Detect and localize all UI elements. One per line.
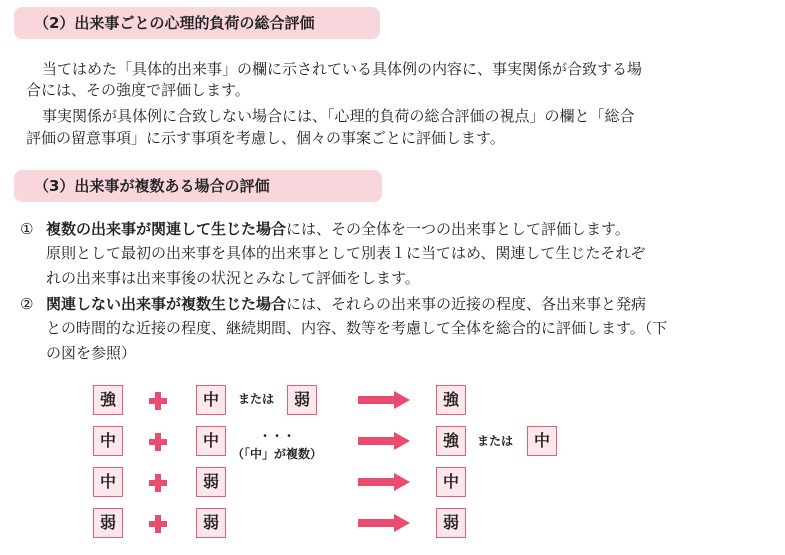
item-1-number: ① [20,220,34,238]
row-3-result-box: 中 [436,467,466,497]
section-2-line-1: 当てはめた「具体的出来事」の欄に示されている具体例の内容に、事実関係が合致する場 [42,60,643,78]
section-2-line-4: 評価の留意事項」に示す事項を考慮し、個々の事案ごとに評価します。 [26,129,505,147]
item-1-bold-text: 複数の出来事が関連して生じた場合 [46,220,287,238]
plus-icon [149,392,167,410]
section-2-line-3: 事実関係が具体例に合致しない場合には、「心理的負荷の総合評価の視点」の欄と「総合 [42,107,635,125]
plus-icon [149,474,167,492]
item-2-bold-text: 関連しない出来事が複数生じた場合 [46,295,287,313]
right-arrow-icon [358,473,410,491]
item-2-first-line [46,294,646,314]
row-1-result-box: 強 [436,385,466,415]
item-1-first-line [46,219,630,239]
row-1-or-text: または [238,392,275,406]
section-3-heading: （3）出来事が複数ある場合の評価 [14,170,382,202]
row-2-note: （「中」が複数） [232,447,323,461]
row-2-result-alt-box: 中 [527,426,557,456]
item-1-line-3: れの出来事は出来事後の状況とみなして評価をします。 [46,269,420,287]
row-4-result-box: 弱 [436,508,466,538]
item-2-line-2: との時間的な近接の程度、継続期間、内容、数等を考慮して全体を総合的に評価します。（下 [46,319,668,337]
row-2-first-box: 中 [93,426,123,456]
row-4-first-box: 弱 [93,508,123,538]
plus-icon [149,515,167,533]
row-2-result-box: 強 [436,426,466,456]
row-1-second-box: 中 [196,385,226,415]
plus-icon [149,433,167,451]
right-arrow-icon [358,514,410,532]
section-2-line-2: 合には、その強度で評価します。 [26,81,250,99]
row-4-second-box: 弱 [196,508,226,538]
item-2-line-3: の図を参照） [46,344,137,362]
item-2-number: ② [20,295,34,313]
item-1-rest-text: には、その全体を一つの出来事として評価します。 [286,220,630,238]
right-arrow-icon [358,432,410,450]
row-1-alt-box: 弱 [287,385,317,415]
row-1-first-box: 強 [93,385,123,415]
row-2-second-box: 中 [196,426,226,456]
item-1-line-2: 原則として最初の出来事を具体的出来事として別表１に当てはめ、関連して生じたそれぞ [46,244,646,262]
item-2-rest-text: には、それらの出来事の近接の程度、各出来事と発病 [286,295,647,313]
row-3-second-box: 弱 [196,467,226,497]
section-2-heading: （2）出来事ごとの心理的負荷の総合評価 [14,7,380,39]
row-2-dots: ・・・ [259,429,296,443]
row-2-result-or-text: または [477,434,514,448]
row-3-first-box: 中 [93,467,123,497]
right-arrow-icon [358,391,410,409]
